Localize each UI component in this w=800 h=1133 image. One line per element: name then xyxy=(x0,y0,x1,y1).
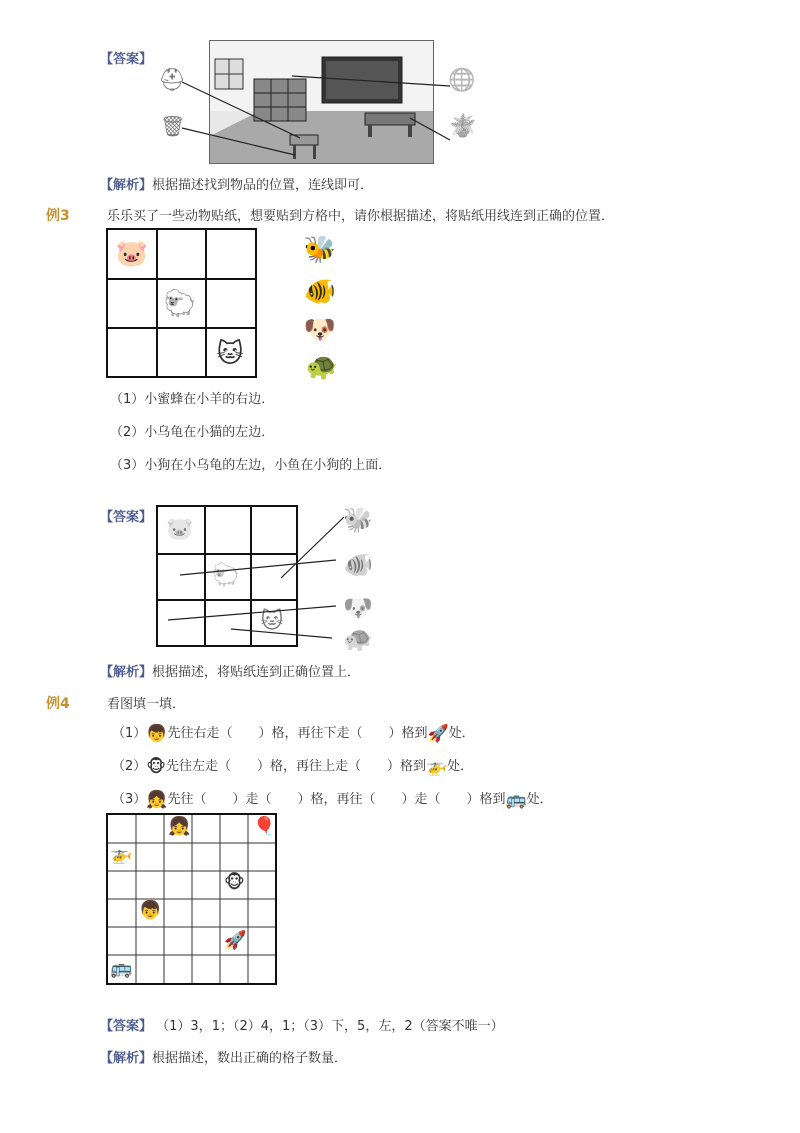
answer-cat-sticker: 🐱 xyxy=(260,608,284,634)
example4-prompt: 看图填一填． xyxy=(107,697,186,712)
helmet-icon: ⛑ xyxy=(158,68,186,93)
monkey-icon: 🐵 xyxy=(146,756,166,777)
example4-q3: （3）👧先往（ ）走（ ）格，再往（ ）走（ ）格到🚌处． xyxy=(112,789,553,810)
clue-1: （1）小蜜蜂在小羊的右边． xyxy=(110,392,275,407)
potted-plant-icon: 🪴 xyxy=(449,114,477,139)
answer-pig-sticker: 🐷 xyxy=(166,516,194,542)
girl-icon: 👧 xyxy=(146,789,168,810)
boy-icon: 👦 xyxy=(146,723,168,744)
bee-sticker: 🐝 xyxy=(303,235,337,265)
grid-helicopter-icon: 🚁 xyxy=(110,844,133,865)
grid-rocket-icon: 🚀 xyxy=(224,930,247,951)
grid-balloon-icon: 🎈 xyxy=(253,816,276,837)
trash-can-icon: 🗑 xyxy=(160,114,186,138)
answer-turtle-sticker: 🐢 xyxy=(343,625,373,653)
example3-prompt: 乐乐买了一些动物贴纸，想要贴到方格中，请你根据描述，将贴纸用线连到正确的位置． xyxy=(107,209,615,224)
analysis-room: 【解析】根据描述找到物品的位置，连线即可． xyxy=(100,178,374,193)
grid-bus-icon: 🚌 xyxy=(110,958,133,979)
example3-label: 例3 xyxy=(46,208,70,224)
turtle-sticker: 🐢 xyxy=(305,352,339,382)
example4-q1: （1）👦先往右走（ ）格，再往下走（ ）格到🚀处． xyxy=(112,723,475,744)
cat-sticker: 🐱 xyxy=(216,339,244,369)
example4-label: 例4 xyxy=(46,696,70,712)
analysis-ex3: 【解析】根据描述，将贴纸连到正确位置上． xyxy=(100,665,361,680)
clue-2: （2）小乌龟在小猫的左边． xyxy=(110,425,275,440)
answer-sheep-sticker: 🐑 xyxy=(212,562,240,588)
sheep-sticker: 🐑 xyxy=(163,289,197,319)
answer-ex4: 【答案】 （1）3，1；（2）4，1；（3）下，5，左，2（答案不唯一） xyxy=(100,1019,504,1034)
answer-dog-sticker: 🐶 xyxy=(343,594,373,622)
example4-q2: （2）🐵先往左走（ ）格，再往上走（ ）格到🚁处． xyxy=(112,756,474,777)
answer-tag-ex3: 【答案】 xyxy=(100,510,153,525)
analysis-ex4: 【解析】根据描述，数出正确的格子数量． xyxy=(100,1051,348,1066)
clue-3: （3）小狗在小乌龟的左边，小鱼在小狗的上面． xyxy=(110,458,392,473)
rocket-icon: 🚀 xyxy=(427,723,449,744)
helicopter-icon: 🚁 xyxy=(425,756,448,777)
bus-icon: 🚌 xyxy=(505,789,527,810)
grid-monkey-icon: 🐵 xyxy=(224,872,245,893)
answer-bee-sticker: 🐝 xyxy=(343,506,373,534)
answer-tag-room: 【答案】 xyxy=(100,52,153,67)
puppy-sticker: 🐶 xyxy=(303,315,337,345)
grid-girl-icon: 👧 xyxy=(168,816,191,837)
goldfish-sticker: 🐠 xyxy=(303,277,337,307)
pig-sticker: 🐷 xyxy=(115,239,149,269)
globe-icon: 🌐 xyxy=(448,68,476,93)
grid-boy-icon: 👦 xyxy=(139,900,162,921)
answer-fish-sticker: 🐠 xyxy=(343,551,373,579)
